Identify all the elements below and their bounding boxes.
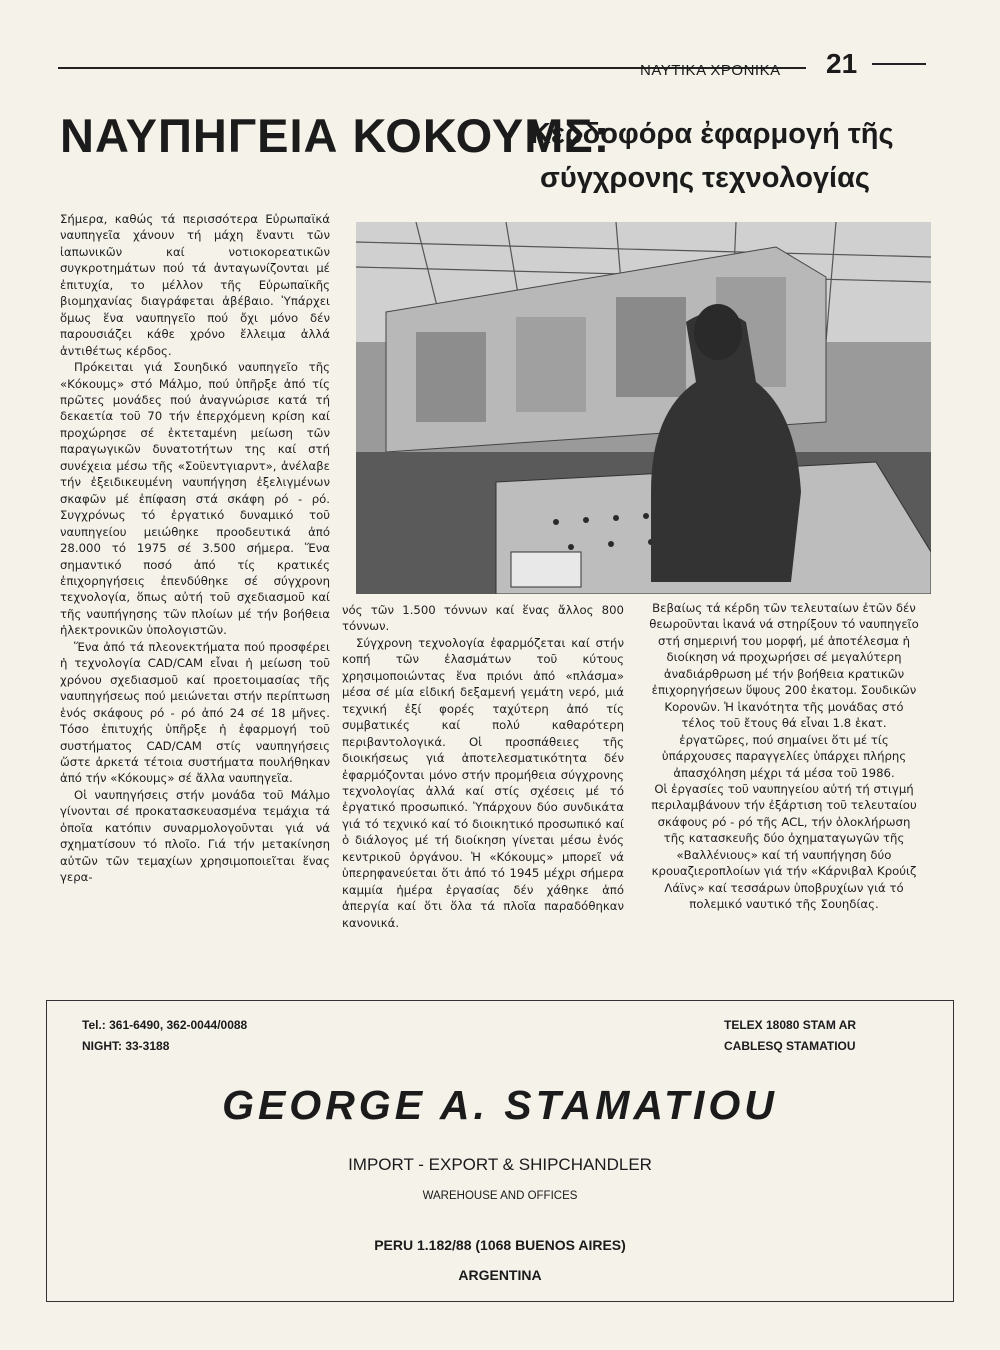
ad-telephone: Tel.: 361-6490, 362-0044/0088 (82, 1018, 248, 1032)
article-column-left (60, 211, 330, 886)
header-rule-right (872, 63, 926, 65)
ad-telex: TELEX 18080 STAM AR (724, 1018, 857, 1032)
photo-illustration (356, 222, 931, 594)
paragraph: Ἕνα ἀπό τά πλεονεκτήματα πού προσφέρει ἡ τεχνολογία CAD/CAM εἶναι ἡ μείωση τοῦ χρόνου σχεδιασμοῦ καί προετοιμασίας τῆς ναυπηγήσεως πού μειώνεται στήν περίπτωση ἑνός σκάφους ρό - ρό ἀπό 24 σέ 18 μῆνες. Τόσο ἐπιτυχής ὑπῆρξε ἡ ἐφαρμογή τοῦ συστήματος CAD/CAM στίς ναυπηγήσεις ὥστε ἀρκετά τέτοια συστήματα πουλήθηκαν ἀπό τήν «Κόκουμς» σέ ἄλλα ναυπηγεῖα. (60, 639, 330, 786)
publication-name: ΝΑΥΤΙΚΑ ΧΡΟΝΙΚΑ (640, 62, 781, 79)
ad-night-phone: NIGHT: 33-3188 (82, 1039, 170, 1053)
paragraph: Σύγχρονη τεχνολογία ἐφαρμόζεται καί στήν κοπή τῶν ἐλασμάτων τοῦ κύτους χρησιμοποιώντας ἕνα πριόνι ἀπό «πλάσμα» μέσα σέ μία εἰδική δεξαμενή γεμάτη νερό, μιά τεχνική ἐξί φορές ταχύτερη ἀπό τίς συμβατικές καί πολύ καθαρότερη περιβαντολογικά. Οἱ προσπάθειες τῆς διοικήσεως γιά ἀποτελεσματικότητα δέν ἐφαρμόζονται μόνο στήν προμήθεια σύγχρονης τεχνολογίας ἀλλά καί στίς σχέσεις μέ τό ἐργατικό προσωπικό. Ὑπάρχουν δύο συνδικάτα γιά τό τεχνικό καί τό διοικητικό προσωπικό καί ὁ διάλογος μέ τή διοίκηση γίνεται μέσω ἑνός κεντρικοῦ ὀργάνου. Ἡ «Κόκουμς» μπορεῖ νά ὑπερηφανεύεται ὅτι ἀπό τό 1945 μέχρι σήμερα καμμία ἡμέρα ἐργασίας δέν χάθηκε ἀπό ἀπεργία καί ὅτι ὅλα τά πλοῖα παραδόθηκαν κανονικά. (342, 635, 624, 930)
paragraph: Σήμερα, καθώς τά περισσότερα Εὐρωπαϊκά ναυπηγεῖα χάνουν τή μάχη ἔναντι τῶν ἰαπωνικῶν καί νοτιοκορεατικῶν συγκροτημάτων πού τά ἀνταγωνίζονται μέ ἐπιτυχία, το μέλλον τῆς Εὐρωπαϊκῆς βιομηχανίας διαγράφεται ἀβέβαιο. Ὑπάρχει ὅμως ἕνα ναυπηγεῖο πού ὄχι μόνο δέν παρουσιάζει κάθε χρόνο ἔλλειμα ἀλλά ἀντιθέτως κέρδος. (60, 212, 330, 358)
paragraph: Βεβαίως τά κέρδη τῶν τελευταίων ἐτῶν δέν θεωροῦνται ἱκανά νά στηρίξουν τό ναυπηγεῖο στή σημερινή του μορφή, μέ ἀποτέλεσμα ἡ διοίκηση νά προχωρήσει σέ μεγαλύτερη ἀναδιάρθρωση μέ τήν βοήθεια κρατικῶν ἐπιχορηγήσεων ὕψους 200 ἑκατομ. Σουδικῶν Κορονῶν. Ἡ ἱκανότητα τῆς μονάδας στό τέλος τοῦ ἔτους θά εἶναι 1.8 ἑκατ. ἐργατῶρες, πού σημαίνει ὅτι μέ τίς ὑπάρχουσες παραγγελίες ὑπάρχει πλήρης ἀπασχόληση μέχρι τά μέσα τοῦ 1986. (649, 601, 919, 780)
ad-country: ARGENTINA (458, 1267, 542, 1283)
ad-warehouse-line: WAREHOUSE AND OFFICES (422, 1190, 578, 1202)
paragraph: Πρόκειται γιά Σουηδικό ναυπηγεῖο τῆς «Κόκουμς» στό Μάλμο, πού ὑπῆρξε ἀπό τίς πρῶτες μονάδες πού ἀναγνώρισε κατά τή δεκαετία τοῦ 70 τήν ἐπερχόμενη κρίση καί προχώρησε σέ ἐκτεταμένη μείωση τῶν παραγωγικῶν δυνατοτήτων της καί στή συνέχεια μέσω τῆς «Σοϋεντγιαρντ», ἀνέλαβε τήν ἐξειδικευμένη ναυπήγηση ἐξελιγμένων σκαφῶν μέ ἐπίφαση στά σκάφη ρό - ρό. Συγχρόνως τό ἐργατικό δυναμικό τοῦ ναυπηγείου μειώθηκε προοδευτικά ἀπό 28.000 τό 1975 σέ 3.500 σήμερα. Ἕνα σημαντικό ποσό ἀπό τίς κρατικές ἐπιχορηγήσεις ἐπενδύθηκε σέ σύγχρονη τεχνολογία, ὅπως αὐτή τοῦ σχεδιασμοῦ καί τῆς ναυπήγησης τῶν πλοίων μέ τήν βοήθεια ἠλεκτρονικῶν ὑπολογιστῶν. (60, 360, 330, 638)
paragraph: νός τῶν 1.500 τόννων καί ἕνας ἄλλος 800 τόννων. (342, 603, 624, 634)
paragraph: Οἱ ἐργασίες τοῦ ναυπηγείου αὐτή τή στιγμή περιλαμβάνουν τήν ἐξάρτιση τοῦ τελευταίου σκάφους ρό - ρό τῆς ACL, τήν ὁλοκλήρωση τῆς κατασκευῆς δύο ὀχηματαγωγῶν τῆς «Βαλλένιους» καί τή ναυπήγηση δύο κρουαζιεροπλοίων γιά τήν «Κάρνιβαλ Κρούιζ Λάϊνς» καί τεσσάρων ὑποβρυχίων γιά τό πολεμικό ναυτικό τῆς Σουηδίας. (651, 781, 917, 912)
ad-address: PERU 1.182/88 (1068 BUENOS AIRES) (374, 1237, 626, 1253)
article-subtitle-line2: σύγχρονης τεχνολογίας (540, 162, 871, 194)
article-headline: ΝΑΥΠΗΓΕΙΑ ΚΟΚΟΥΜΣ: (60, 109, 611, 162)
ad-business-line: IMPORT - EXPORT & SHIPCHANDLER (348, 1155, 652, 1174)
ad-company-name: GEORGE A. STAMATIOU (222, 1082, 778, 1128)
shipyard-control-room-photo (356, 222, 931, 594)
article-column-right (648, 600, 920, 913)
article-column-middle (342, 602, 624, 931)
page-number: 21 (826, 48, 858, 79)
article-subtitle-line1: Κερδοφόρα ἐφαρμογή τῆς (530, 118, 894, 150)
paragraph: Οἱ ναυπηγήσεις στήν μονάδα τοῦ Μάλμο γίνονται σέ προκατασκευασμένα τεμάχια τά ὁποῖα κατόπιν συναρμολογοῦνται γιά νά σχηματίσουν τό πλοῖο. Γιά τήν μετακίνηση αὐτῶν τῶν τεμαχίων χρησιμοποιεῖται ἕνας γερα- (60, 787, 330, 885)
ad-cable: CABLESQ STAMATIOU (724, 1039, 856, 1053)
